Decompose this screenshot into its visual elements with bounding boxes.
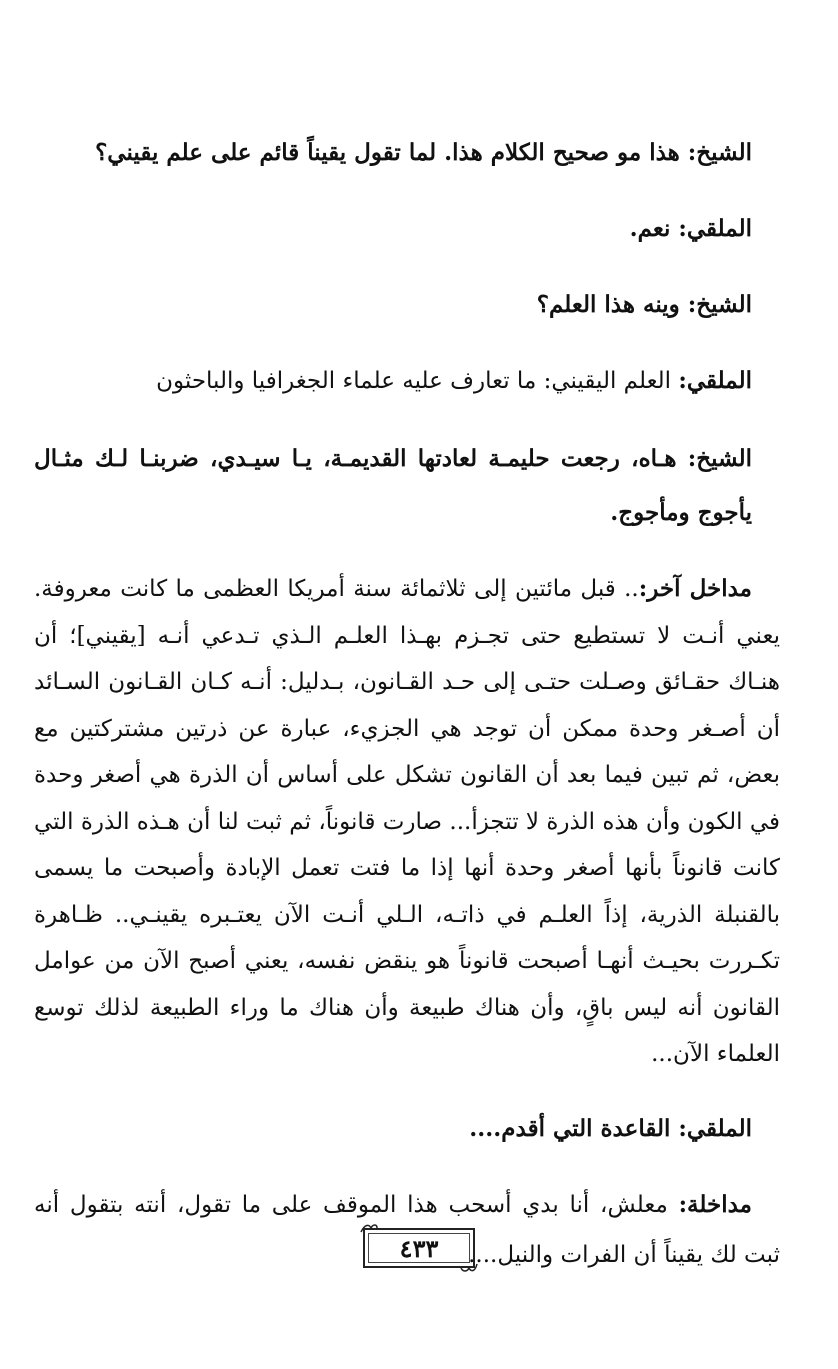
dialogue-text: معلش، أنا بدي أسحب هذا الموقف على ما تقول، أنته بتقول أنه ثبت لك يقيناً أن الفرات والنيل.... <box>34 1191 780 1268</box>
speaker-label: الملقي: <box>678 215 752 242</box>
dialogue-line-2 <box>34 204 780 254</box>
page-footer <box>0 1228 838 1268</box>
corner-ornament-icon <box>459 1262 479 1274</box>
long-paragraph <box>34 566 780 1078</box>
document-page <box>0 128 838 1306</box>
dialogue-line-1 <box>34 128 780 178</box>
speaker-label: الشيخ: <box>687 139 752 166</box>
speaker-label: مداخل آخر: <box>638 575 753 602</box>
speaker-label: الملقي: <box>678 1114 752 1142</box>
speaker-label: الشيخ: <box>687 445 752 472</box>
dialogue-text: القاعدة التي أقدم.... <box>469 1114 679 1142</box>
dialogue-text: هذا مو صحيح الكلام هذا. لما تقول يقيناً قائم على علم يقيني؟ <box>95 139 688 166</box>
dialogue-text: العلم اليقيني: ما تعارف عليه علماء الجغرافيا والباحثون <box>156 368 679 394</box>
dialogue-line-4 <box>34 356 780 406</box>
speaker-label: مداخلة: <box>678 1190 752 1218</box>
dialogue-line-5 <box>34 432 780 540</box>
dialogue-line-6 <box>34 1104 780 1154</box>
dialogue-line-3 <box>34 280 780 330</box>
paragraph-text: .. قبل مائتين إلى ثلاثمائة سنة أمريكا العظمى ما كانت معروفة. يعني أنـت لا تستطيع حتى تجـزم بهـذا العلـم الـذي تـدعي أنـه [يقيني]؛ أن هنـاك حقـائق وصـلت حتـى إلى حـد القـانون، بـدليل: أنـه كـان القـانون السـائد أن أصـغر وحدة ممكن أن توجد هي الجزيء، عبارة عن ذرتين مشتركتين مع بعض، ثم تبين فيما بعد أن القانون تشكل على أساس أن الذرة هي أصغر وحدة في الكون وأن هذه الذرة لا تتجزأ... صارت قانوناً، ثم ثبت لنا أن هـذه الذرة التي كانت قانوناً بأنها أصغر وحدة أنها إذا ما فتت تعمل الإبادة وأصبحت ما يسمى بالقنبلة الذرية، إذاً العلـم في ذاتـه، الـلي أنـت الآن يعتـبره يقينـي.. ظـاهرة تكـررت بحيـث أنهـا أصبحت قانوناً هو ينقض نفسه، يعني أصبح الآن من عوامل القانون أنه ليس باقٍ، وأن هناك طبيعة وأن هناك ما وراء الطبيعة لذلك توسع العلماء الآن... <box>34 576 780 1067</box>
dialogue-text: نعم. <box>629 215 679 242</box>
speaker-label: الشيخ: <box>687 291 752 318</box>
corner-ornament-icon <box>359 1222 379 1234</box>
dialogue-text: هـاه، رجعت حليمـة لعادتها القديمـة، يـا سيـدي، ضربنـا لـك مثـال يأجوج ومأجوج. <box>34 445 752 526</box>
speaker-label: الملقي: <box>678 367 752 394</box>
page-number-frame <box>363 1228 475 1268</box>
dialogue-text: وينه هذا العلم؟ <box>536 291 688 318</box>
page-number: ٤٣٣ <box>399 1233 439 1263</box>
